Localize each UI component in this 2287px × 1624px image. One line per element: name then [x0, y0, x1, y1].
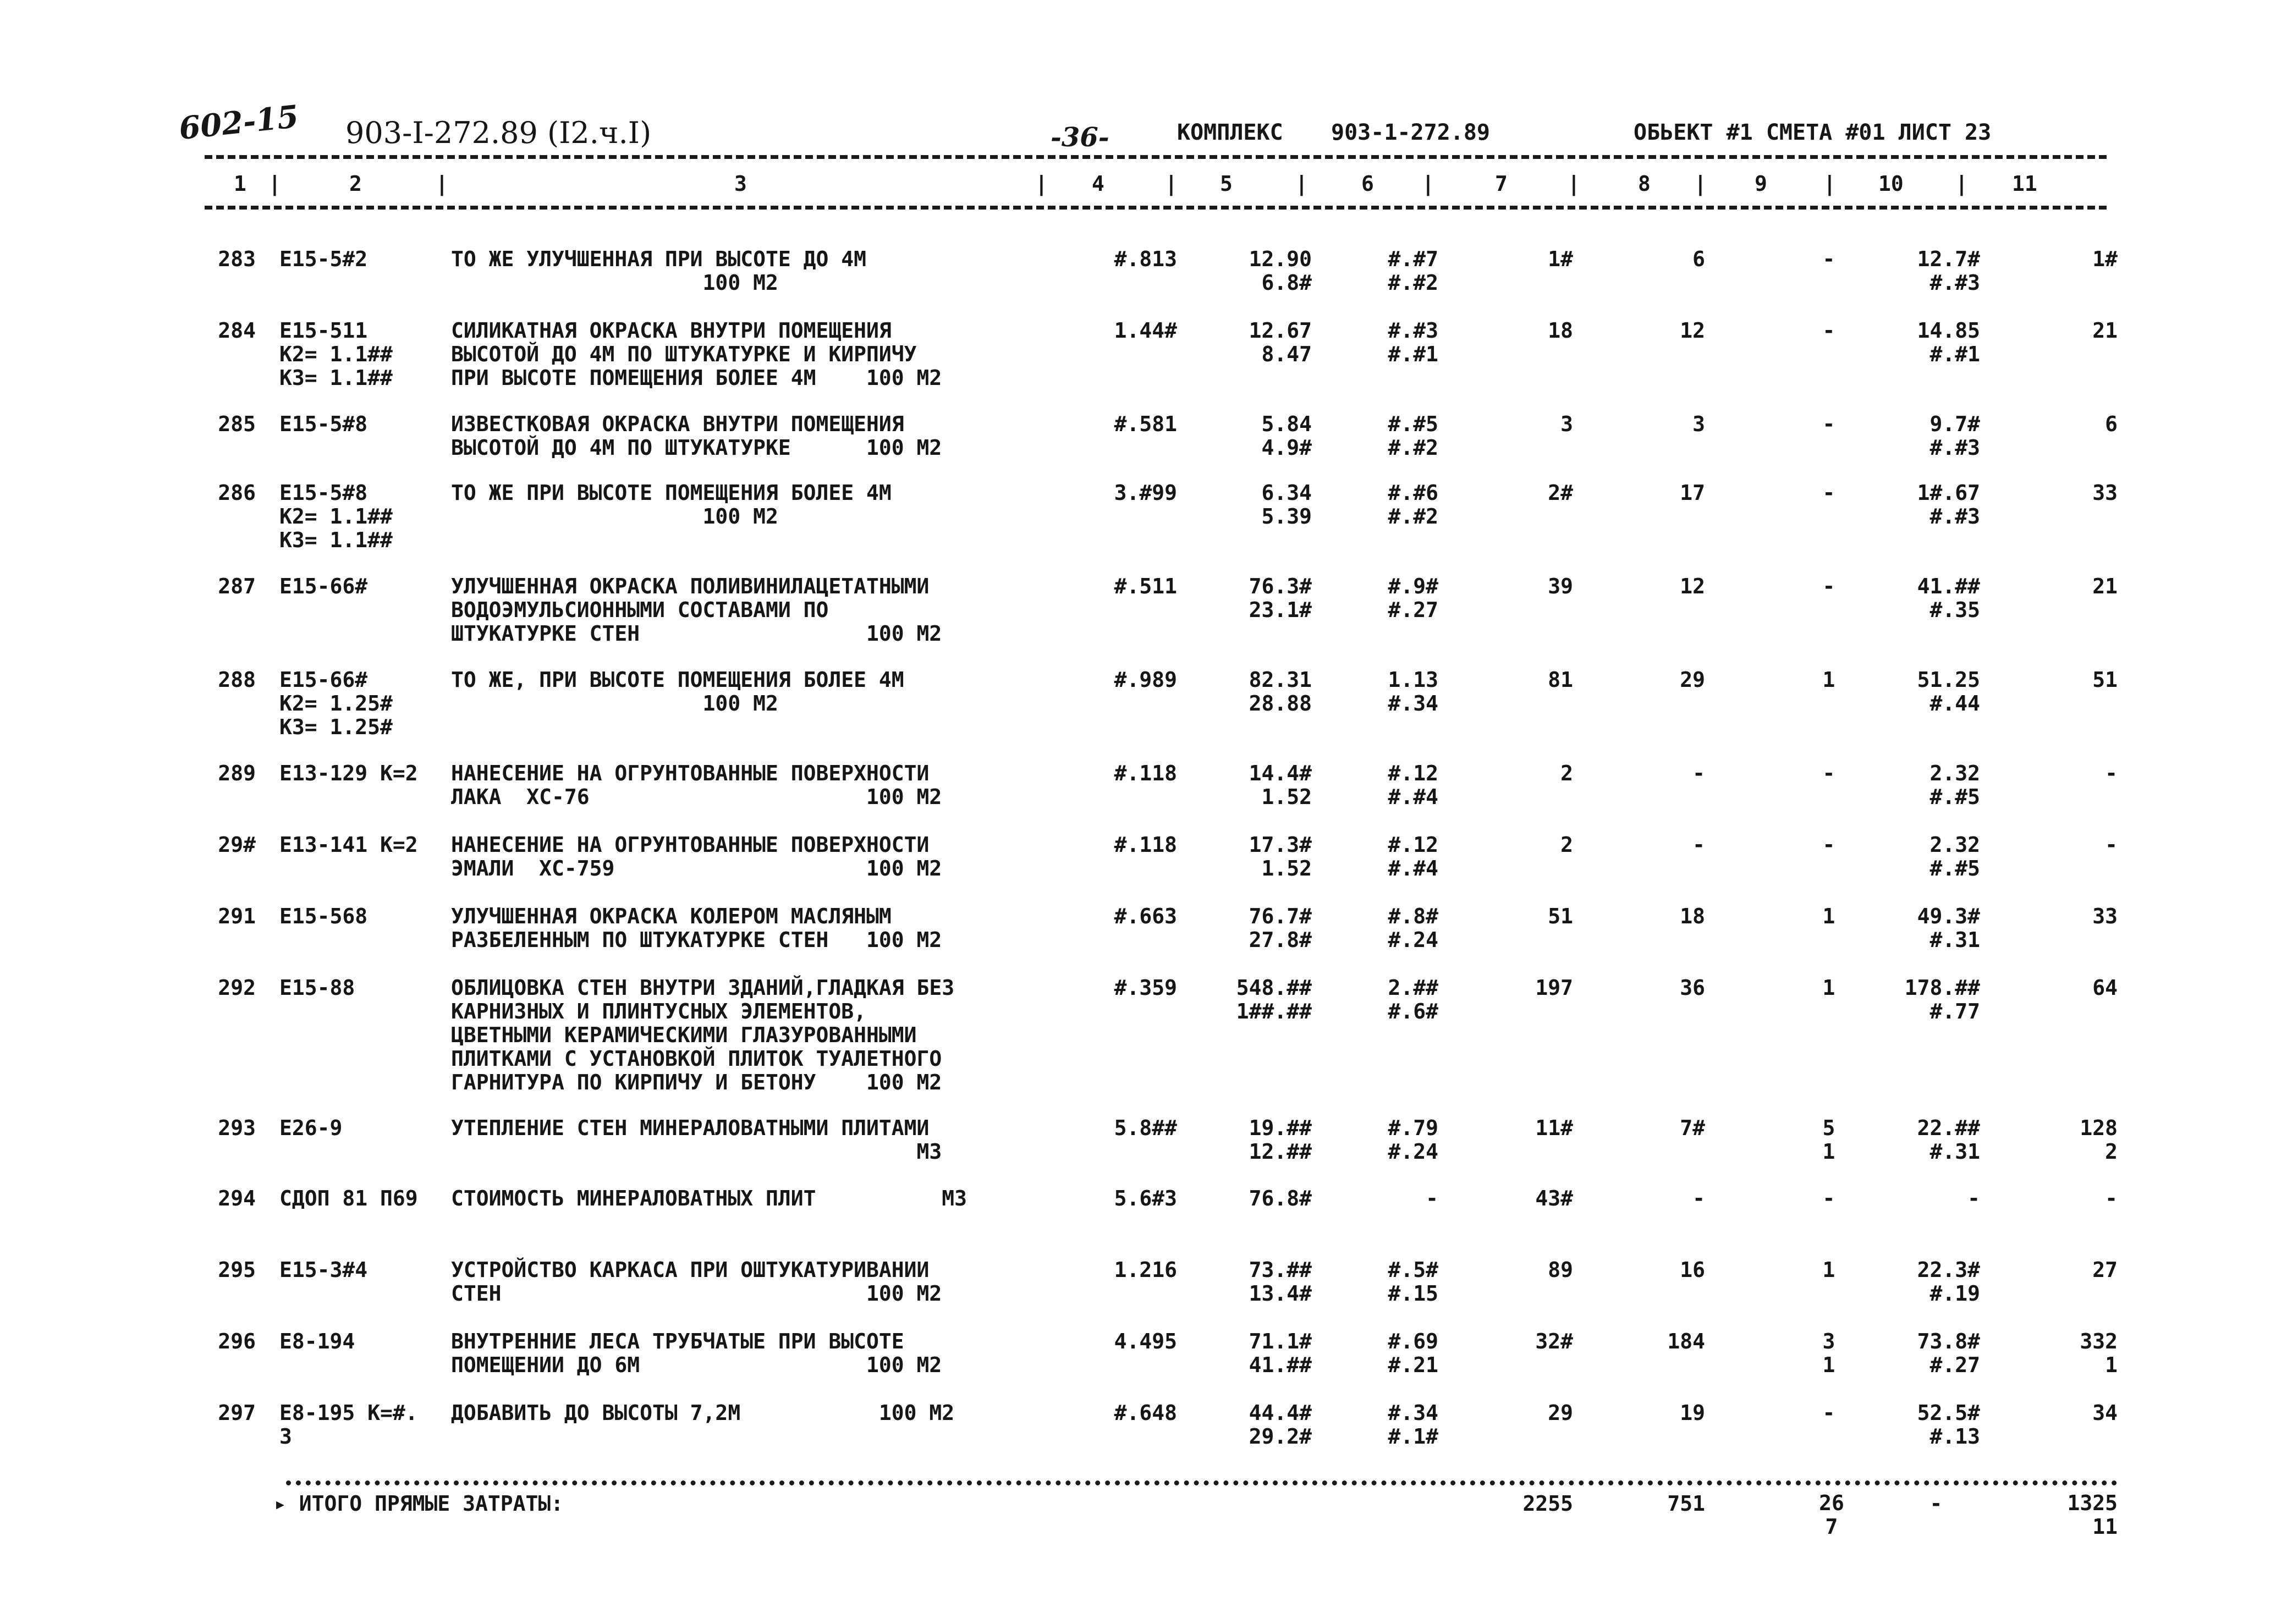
quantity: 5.6#3 [1114, 1186, 1177, 1210]
norm-code: E15-5#8 K2= 1.1## K3= 1.1## [279, 481, 393, 552]
complex-code: 903-1-272.89 [1331, 120, 1490, 145]
labor-unit: #.#6 #.#2 [1388, 481, 1438, 529]
quantity: 4.495 [1114, 1329, 1177, 1353]
total-cost: 89 [1548, 1258, 1573, 1282]
machine-cost: - [1822, 761, 1835, 785]
norm-code: СДОП 81 П69 [279, 1186, 418, 1210]
total-cost: 81 [1548, 668, 1573, 692]
col-num-9: 9 [1755, 172, 1767, 196]
unit-cost: 44.4# 29.2# [1249, 1401, 1312, 1449]
quantity: #.118 [1114, 833, 1177, 857]
labor-unit: #.34 #.1# [1388, 1401, 1438, 1449]
labor-total: 64 [2092, 976, 2118, 1000]
machine-cost: - [1822, 481, 1835, 505]
wages-cost: - [1692, 1186, 1705, 1210]
labor-unit: #.#7 #.#2 [1388, 247, 1438, 295]
labor-total: - [2105, 833, 2118, 857]
labor-unit: #.69 #.21 [1388, 1329, 1438, 1377]
wages-cost: 3 [1692, 412, 1705, 436]
col-sep: | [1568, 172, 1580, 196]
machine-cost: - [1822, 1186, 1835, 1210]
quantity: #.813 [1114, 247, 1177, 271]
labor-hours: 9.7# #.#3 [1929, 412, 1980, 460]
labor-total: 332 1 [2080, 1329, 2118, 1377]
wages-cost: 7# [1680, 1116, 1705, 1140]
labor-unit: #.12 #.#4 [1388, 833, 1438, 880]
labor-hours: 1#.67 #.#3 [1917, 481, 1980, 529]
total-cost: 43# [1535, 1186, 1573, 1210]
labor-unit: #.#3 #.#1 [1388, 318, 1438, 366]
labor-unit: #.5# #.15 [1388, 1258, 1438, 1306]
wages-cost: 29 [1680, 668, 1705, 692]
labor-total: 27 [2092, 1258, 2118, 1282]
labor-hours: 41.## #.35 [1917, 574, 1980, 622]
quantity: #.663 [1114, 904, 1177, 928]
total-cost: 2 [1560, 761, 1573, 785]
labor-hours: 2.32 #.#5 [1929, 833, 1980, 880]
quantity: #.359 [1114, 976, 1177, 1000]
norm-code: E8-195 K=#. 3 [279, 1401, 418, 1449]
row-number: 286 [218, 481, 256, 505]
col-sep: | [1823, 172, 1836, 196]
row-number: 285 [218, 412, 256, 436]
machine-cost: - [1822, 1401, 1835, 1425]
handwritten-ref: 602-15 [177, 98, 300, 147]
work-description: ТО ЖЕ, ПРИ ВЫСОТЕ ПОМЕЩЕНИЯ БОЛЕЕ 4М 100 М2 [451, 668, 904, 715]
total-cost: 2 [1560, 833, 1573, 857]
norm-code: E8-194 [279, 1329, 355, 1353]
labor-unit: #.9# #.27 [1388, 574, 1438, 622]
unit-cost: 548.## 1##.## [1236, 976, 1312, 1023]
totals-c10: - [1929, 1491, 1943, 1516]
work-description: ИЗВЕСТКОВАЯ ОКРАСКА ВНУТРИ ПОМЕЩЕНИЯ ВЫСОТОЙ ДО 4М ПО ШТУКАТУРКЕ 100 М2 [451, 412, 942, 460]
labor-total: 51 [2092, 668, 2118, 692]
total-cost: 32# [1535, 1329, 1573, 1353]
page-mark: -36- [1051, 122, 1109, 153]
col-sep: | [1295, 172, 1308, 196]
wages-cost: 19 [1680, 1401, 1705, 1425]
wages-cost: 36 [1680, 976, 1705, 1000]
doc-code: 903-I-272.89 (I2.ч.I) [345, 115, 652, 150]
wages-cost: - [1692, 833, 1705, 857]
labor-hours: 2.32 #.#5 [1929, 761, 1980, 809]
totals-rule [286, 1480, 2118, 1485]
unit-cost: 14.4# 1.52 [1249, 761, 1312, 809]
machine-cost: 3 1 [1822, 1329, 1835, 1377]
labor-hours: - [1967, 1186, 1980, 1210]
machine-cost: - [1822, 833, 1835, 857]
work-description: НАНЕСЕНИЕ НА ОГРУНТОВАННЫЕ ПОВЕРХНОСТИ ЭМАЛИ ХС-759 100 М2 [451, 833, 942, 880]
work-description: ДОБАВИТЬ ДО ВЫСОТЫ 7,2М 100 М2 [451, 1401, 955, 1425]
totals-label: ▸ ИТОГО ПРЯМЫЕ ЗАТРАТЫ: [274, 1491, 564, 1516]
labor-total: - [2105, 761, 2118, 785]
unit-cost: 76.3# 23.1# [1249, 574, 1312, 622]
norm-code: E13-129 K=2 [279, 761, 418, 785]
col-num-3: 3 [734, 172, 747, 196]
labor-unit: - [1426, 1186, 1438, 1210]
unit-cost: 6.34 5.39 [1261, 481, 1312, 529]
quantity: #.989 [1114, 668, 1177, 692]
work-description: УТЕПЛЕНИЕ СТЕН МИНЕРАЛОВАТНЫМИ ПЛИТАМИ М3 [451, 1116, 942, 1164]
unit-cost: 73.## 13.4# [1249, 1258, 1312, 1306]
total-cost: 3 [1560, 412, 1573, 436]
norm-code: E15-66# [279, 574, 368, 598]
col-sep: | [268, 172, 281, 196]
machine-cost: 1 [1822, 904, 1835, 928]
row-number: 283 [218, 247, 256, 271]
col-num-1: 1 [234, 172, 246, 196]
quantity: #.581 [1114, 412, 1177, 436]
machine-cost: 5 1 [1822, 1116, 1835, 1164]
labor-hours: 73.8# #.27 [1917, 1329, 1980, 1377]
row-number: 29# [218, 833, 256, 857]
work-description: ОБЛИЦОВКА СТЕН ВНУТРИ ЗДАНИЙ,ГЛАДКАЯ БЕЗ КАРНИЗНЫХ И ПЛИНТУСНЫХ ЭЛЕМЕНТОВ, ЦВЕТНЫМИ КЕРАМИЧЕСКИМИ ГЛАЗУРОВАННЫМИ ПЛИТКАМИ С УСТАНОВКОЙ ПЛИТОК ТУАЛЕТНОГО ГАРНИТУРА ПО КИРПИЧУ И БЕТОНУ 100 М2 [451, 976, 955, 1094]
work-description: УЛУЧШЕННАЯ ОКРАСКА КОЛЕРОМ МАСЛЯНЫМ РАЗБЕЛЕННЫМ ПО ШТУКАТУРКЕ СТЕН 100 М2 [451, 904, 942, 952]
machine-cost: - [1822, 318, 1835, 343]
work-description: СИЛИКАТНАЯ ОКРАСКА ВНУТРИ ПОМЕЩЕНИЯ ВЫСОТОЙ ДО 4М ПО ШТУКАТУРКЕ И КИРПИЧУ ПРИ ВЫСОТЕ ПОМЕЩЕНИЯ БОЛЕЕ 4М 100 М2 [451, 318, 942, 390]
machine-cost: 1 [1822, 1258, 1835, 1282]
wages-cost: - [1692, 761, 1705, 785]
quantity: 3.#99 [1114, 481, 1177, 505]
row-number: 289 [218, 761, 256, 785]
labor-hours: 52.5# #.13 [1917, 1401, 1980, 1449]
labor-hours: 49.3# #.31 [1917, 904, 1980, 952]
col-num-8: 8 [1638, 172, 1651, 196]
labor-hours: 178.## #.77 [1904, 976, 1980, 1023]
total-cost: 197 [1535, 976, 1573, 1000]
totals-c8: 751 [1667, 1491, 1705, 1516]
work-description: ВНУТРЕННИЕ ЛЕСА ТРУБЧАТЫЕ ПРИ ВЫСОТЕ ПОМЕЩЕНИИ ДО 6М 100 М2 [451, 1329, 942, 1377]
wages-cost: 12 [1680, 318, 1705, 343]
norm-code: E13-141 K=2 [279, 833, 418, 857]
row-number: 294 [218, 1186, 256, 1210]
col-sep: | [1694, 172, 1707, 196]
col-num-2: 2 [349, 172, 362, 196]
norm-code: E15-568 [279, 904, 368, 928]
quantity: #.118 [1114, 761, 1177, 785]
total-cost: 2# [1548, 481, 1573, 505]
norm-code: E26-9 [279, 1116, 343, 1140]
col-num-10: 10 [1878, 172, 1904, 196]
unit-cost: 82.31 28.88 [1249, 668, 1312, 715]
labor-total: 1# [2092, 247, 2118, 271]
row-number: 297 [218, 1401, 256, 1425]
totals-c7: 2255 [1522, 1491, 1573, 1516]
row-number: 291 [218, 904, 256, 928]
norm-code: E15-3#4 [279, 1258, 368, 1282]
row-number: 288 [218, 668, 256, 692]
labor-hours: 22.3# #.19 [1917, 1258, 1980, 1306]
col-num-5: 5 [1220, 172, 1233, 196]
work-description: УЛУЧШЕННАЯ ОКРАСКА ПОЛИВИНИЛАЦЕТАТНЫМИ ВОДОЭМУЛЬСИОННЫМИ СОСТАВАМИ ПО ШТУКАТУРКЕ СТЕН 100 М2 [451, 574, 942, 646]
total-cost: 18 [1548, 318, 1573, 343]
col-num-4: 4 [1092, 172, 1104, 196]
quantity: #.511 [1114, 574, 1177, 598]
col-sep: | [1035, 172, 1048, 196]
labor-total: 33 [2092, 481, 2118, 505]
totals-c9: 26 7 [1819, 1491, 1844, 1539]
col-sep: | [1422, 172, 1434, 196]
quantity: #.648 [1114, 1401, 1177, 1425]
labor-total: 6 [2105, 412, 2118, 436]
labor-unit: 2.## #.6# [1388, 976, 1438, 1023]
row-number: 296 [218, 1329, 256, 1353]
unit-cost: 19.## 12.## [1249, 1116, 1312, 1164]
wages-cost: 17 [1680, 481, 1705, 505]
norm-code: E15-5#2 [279, 247, 368, 271]
labor-total: 21 [2092, 574, 2118, 598]
wages-cost: 6 [1692, 247, 1705, 271]
header-rule-top [205, 155, 2107, 159]
row-number: 284 [218, 318, 256, 343]
col-sep: | [1165, 172, 1178, 196]
unit-cost: 5.84 4.9# [1261, 412, 1312, 460]
wages-cost: 16 [1680, 1258, 1705, 1282]
wages-cost: 184 [1667, 1329, 1705, 1353]
labor-unit: 1.13 #.34 [1388, 668, 1438, 715]
unit-cost: 76.8# [1249, 1186, 1312, 1210]
col-sep: | [436, 172, 448, 196]
wages-cost: 18 [1680, 904, 1705, 928]
row-number: 292 [218, 976, 256, 1000]
col-num-11: 11 [2012, 172, 2037, 196]
norm-code: E15-88 [279, 976, 355, 1000]
header-rule-bottom [205, 206, 2107, 210]
labor-total: 128 2 [2080, 1116, 2118, 1164]
unit-cost: 12.67 8.47 [1249, 318, 1312, 366]
labor-unit: #.8# #.24 [1388, 904, 1438, 952]
labor-total: 34 [2092, 1401, 2118, 1425]
labor-unit: #.12 #.#4 [1388, 761, 1438, 809]
machine-cost: - [1822, 247, 1835, 271]
col-num-7: 7 [1495, 172, 1508, 196]
work-description: НАНЕСЕНИЕ НА ОГРУНТОВАННЫЕ ПОВЕРХНОСТИ ЛАКА ХС-76 100 М2 [451, 761, 942, 809]
labor-hours: 14.85 #.#1 [1917, 318, 1980, 366]
unit-cost: 17.3# 1.52 [1249, 833, 1312, 880]
quantity: 1.44# [1114, 318, 1177, 343]
labor-total: 21 [2092, 318, 2118, 343]
col-sep: | [1955, 172, 1968, 196]
total-cost: 39 [1548, 574, 1573, 598]
total-cost: 1# [1548, 247, 1573, 271]
machine-cost: - [1822, 412, 1835, 436]
totals-c11: 1325 11 [2067, 1491, 2118, 1539]
labor-hours: 12.7# #.#3 [1917, 247, 1980, 295]
labor-unit: #.#5 #.#2 [1388, 412, 1438, 460]
row-number: 295 [218, 1258, 256, 1282]
machine-cost: 1 [1822, 668, 1835, 692]
labor-total: - [2105, 1186, 2118, 1210]
row-number: 287 [218, 574, 256, 598]
norm-code: E15-5#8 [279, 412, 368, 436]
quantity: 1.216 [1114, 1258, 1177, 1282]
total-cost: 51 [1548, 904, 1573, 928]
labor-hours: 51.25 #.44 [1917, 668, 1980, 715]
row-number: 293 [218, 1116, 256, 1140]
work-description: СТОИМОСТЬ МИНЕРАЛОВАТНЫХ ПЛИТ М3 [451, 1186, 967, 1210]
complex-label: КОМПЛЕКС [1177, 120, 1283, 145]
machine-cost: - [1822, 574, 1835, 598]
norm-code: E15-66# K2= 1.25# K3= 1.25# [279, 668, 393, 739]
wages-cost: 12 [1680, 574, 1705, 598]
labor-unit: #.79 #.24 [1388, 1116, 1438, 1164]
unit-cost: 71.1# 41.## [1249, 1329, 1312, 1377]
labor-hours: 22.## #.31 [1917, 1116, 1980, 1164]
total-cost: 29 [1548, 1401, 1573, 1425]
quantity: 5.8## [1114, 1116, 1177, 1140]
col-num-6: 6 [1361, 172, 1374, 196]
work-description: ТО ЖЕ ПРИ ВЫСОТЕ ПОМЕЩЕНИЯ БОЛЕЕ 4М 100 М2 [451, 481, 892, 529]
unit-cost: 76.7# 27.8# [1249, 904, 1312, 952]
unit-cost: 12.90 6.8# [1249, 247, 1312, 295]
labor-total: 33 [2092, 904, 2118, 928]
norm-code: E15-511 K2= 1.1## K3= 1.1## [279, 318, 393, 390]
work-description: ТО ЖЕ УЛУЧШЕННАЯ ПРИ ВЫСОТЕ ДО 4М 100 М2 [451, 247, 866, 295]
object-info: ОБЬЕКТ #1 СМЕТА #01 ЛИСТ 23 [1634, 120, 1992, 145]
total-cost: 11# [1535, 1116, 1573, 1140]
work-description: УСТРОЙСТВО КАРКАСА ПРИ ОШТУКАТУРИВАНИИ СТЕН 100 М2 [451, 1258, 942, 1306]
machine-cost: 1 [1822, 976, 1835, 1000]
